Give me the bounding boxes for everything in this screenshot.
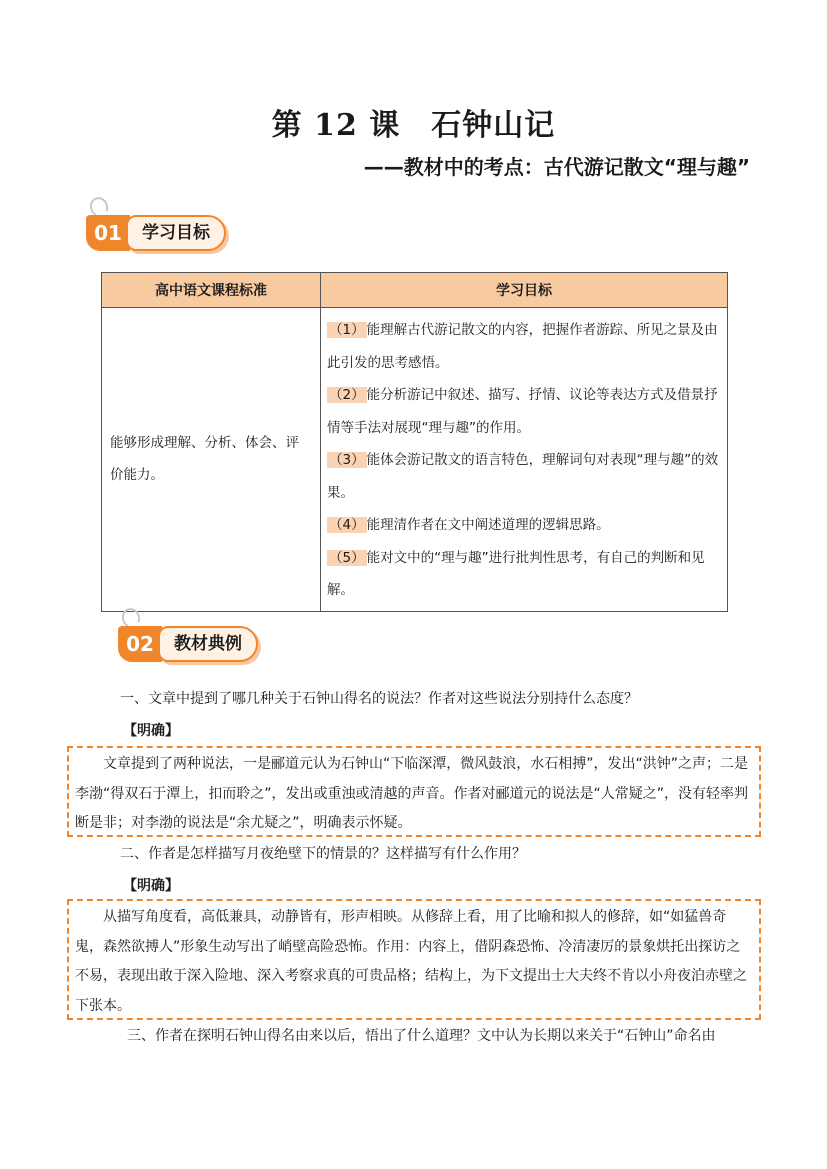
answer-label: 【明确】 [123, 723, 179, 739]
lesson-subtitle: ——教材中的考点：古代游记散文“理与趣” [363, 155, 750, 179]
section-label: 教材典例 [158, 626, 258, 662]
table-header-standard: 高中语文课程标准 [102, 273, 321, 308]
section-label: 学习目标 [126, 215, 226, 251]
goal-number: （1） [329, 322, 365, 338]
answer-box-1 [67, 746, 761, 837]
goal-number: （5） [329, 549, 365, 566]
goal-number: （3） [329, 452, 365, 468]
goal-item [327, 542, 721, 607]
answer-label: 【明确】 [123, 878, 179, 894]
section-number: 02 [118, 626, 162, 662]
answer-text: 文章提到了两种说法，一是郦道元认为石钟山“下临深潭，微风鼓浪，水石相搏”，发出“洪钟”之声；二是李渤“得双石于潭上，扣而聆之”，发出或重浊或清越的声音。作者对郦道元的说法是“人常疑之”，没有轻率判断是非；对李渤的说法是“余尤疑之”，明确表示怀疑。 [75, 756, 749, 831]
answer-box-2 [67, 899, 761, 1020]
goals-table [101, 272, 728, 612]
goal-text: 能体会游记散文的语言特色，理解词句对表现“理与趣”的效果。 [327, 452, 719, 501]
goal-text: 能理解古代游记散文的内容，把握作者游踪、所见之景及由此引发的思考感悟。 [327, 322, 718, 371]
section-number: 01 [86, 215, 130, 251]
goal-text: 能理清作者在文中阐述道理的逻辑思路。 [366, 517, 610, 533]
goals-cell [321, 308, 728, 612]
question-3: 三、作者在探明石钟山得名由来以后，悟出了什么道理？文中认为长期以来关于“石钟山”命名由 [127, 1028, 716, 1044]
question-2: 二、作者是怎样描写月夜绝壁下的情景的？这样描写有什么作用？ [120, 846, 526, 862]
goal-item [327, 444, 721, 509]
table-header-goals: 学习目标 [321, 273, 728, 308]
goal-item [327, 379, 721, 444]
question-1: 一、文章中提到了哪几种关于石钟山得名的说法？作者对这些说法分别持什么态度？ [120, 691, 638, 707]
goal-number: （4） [329, 517, 365, 533]
lesson-title: 第 12 课 石钟山记 [271, 108, 556, 143]
goal-number: （2） [329, 387, 365, 403]
goal-text: 能分析游记中叙述、描写、抒情、议论等表达方式及借景抒情等手法对展现“理与趣”的作用。 [327, 387, 718, 436]
goal-item [327, 509, 721, 542]
answer-text: 从描写角度看，高低兼具，动静皆有，形声相映。从修辞上看，用了比喻和拟人的修辞，如“如猛兽奇鬼，森然欲搏人”形象生动写出了峭壁高险恐怖。作用：内容上，借阴森恐怖、冷清凄厉的景象烘托出探访之不易，表现出敢于深入险地、深入考察求真的可贵品格；结构上，为下文提出士大夫终不肯以小舟夜泊赤壁之下张本。 [75, 909, 747, 1014]
goal-text: 能对文中的“理与趣”进行批判性思考，有自己的判断和见解。 [327, 549, 705, 598]
goal-item [327, 314, 721, 379]
standard-cell: 能够形成理解、分析、体会、评价能力。 [102, 308, 321, 612]
